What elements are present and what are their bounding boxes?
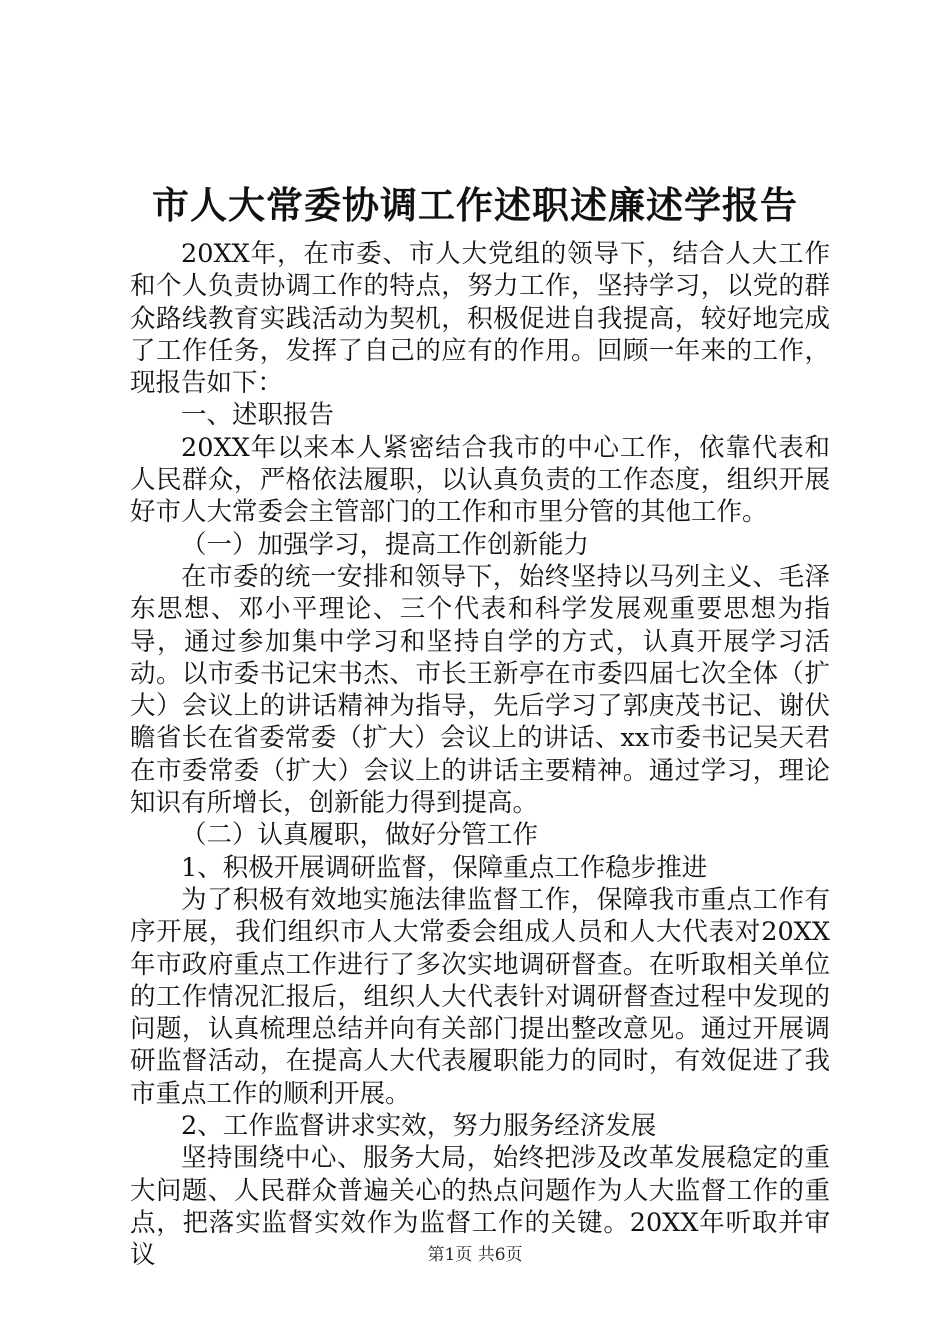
subsection-heading-duties: （二）认真履职，做好分管工作 xyxy=(181,820,539,851)
page-number-footer: 第1页 共6页 xyxy=(427,1245,523,1265)
paragraph-supervision: 坚持围绕中心、服务大局，始终把涉及改革发展稳定的重大问题、人民群众普遍关心的热点问题作为人大监督工作的重点，把落实监督实效作为监督工作的关键。20XX年听取并审议 xyxy=(130,1143,830,1271)
paragraph-intro: 20XX年，在市委、市人大党组的领导下，结合人大工作和个人负责协调工作的特点，努力工作，坚持学习，以党的群众路线教育实践活动为契机，积极促进自我提高，较好地完成了工作任务，发挥了自己的应有的作用。回顾一年来的工作，现报告如下： xyxy=(130,239,830,399)
item-heading-research: 1、积极开展调研监督，保障重点工作稳步推进 xyxy=(181,852,708,883)
document-body xyxy=(130,238,830,1272)
paragraph-research: 为了积极有效地实施法律监督工作，保障我市重点工作有序开展，我们组织市人大常委会组成人员和人大代表对20XX年市政府重点工作进行了多次实地调研督查。在听取相关单位的工作情况汇报后，组织人大代表针对调研督查过程中发现的问题，认真梳理总结并向有关部门提出整改意见。通过开展调研监督活动，在提高人大代表履职能力的同时，有效促进了我市重点工作的顺利开展。 xyxy=(130,884,830,1109)
paragraph-summary: 20XX年以来本人紧密结合我市的中心工作，依靠代表和人民群众，严格依法履职，以认真负责的工作态度，组织开展好市人大常委会主管部门的工作和市里分管的其他工作。 xyxy=(130,432,830,528)
section-heading-report: 一、述职报告 xyxy=(181,400,335,431)
paragraph-study: 在市委的统一安排和领导下，始终坚持以马列主义、毛泽东思想、邓小平理论、三个代表和科学发展观重要思想为指导，通过参加集中学习和坚持自学的方式，认真开展学习活动。以市委书记宋书杰、市长王新亭在市委四届七次全体（扩大）会议上的讲话精神为指导，先后学习了郭庚茂书记、谢伏瞻省长在省委常委（扩大）会议上的讲话、xx市委书记吴天君在市委常委（扩大）会议上的讲话主要精神。通过学习，理论知识有所增长，创新能力得到提高。 xyxy=(130,561,830,819)
subsection-heading-study: （一）加强学习，提高工作创新能力 xyxy=(181,529,590,560)
item-heading-supervision: 2、工作监督讲求实效，努力服务经济发展 xyxy=(181,1111,657,1142)
document-title: 市人大常委协调工作述职述廉述学报告 xyxy=(152,183,798,227)
